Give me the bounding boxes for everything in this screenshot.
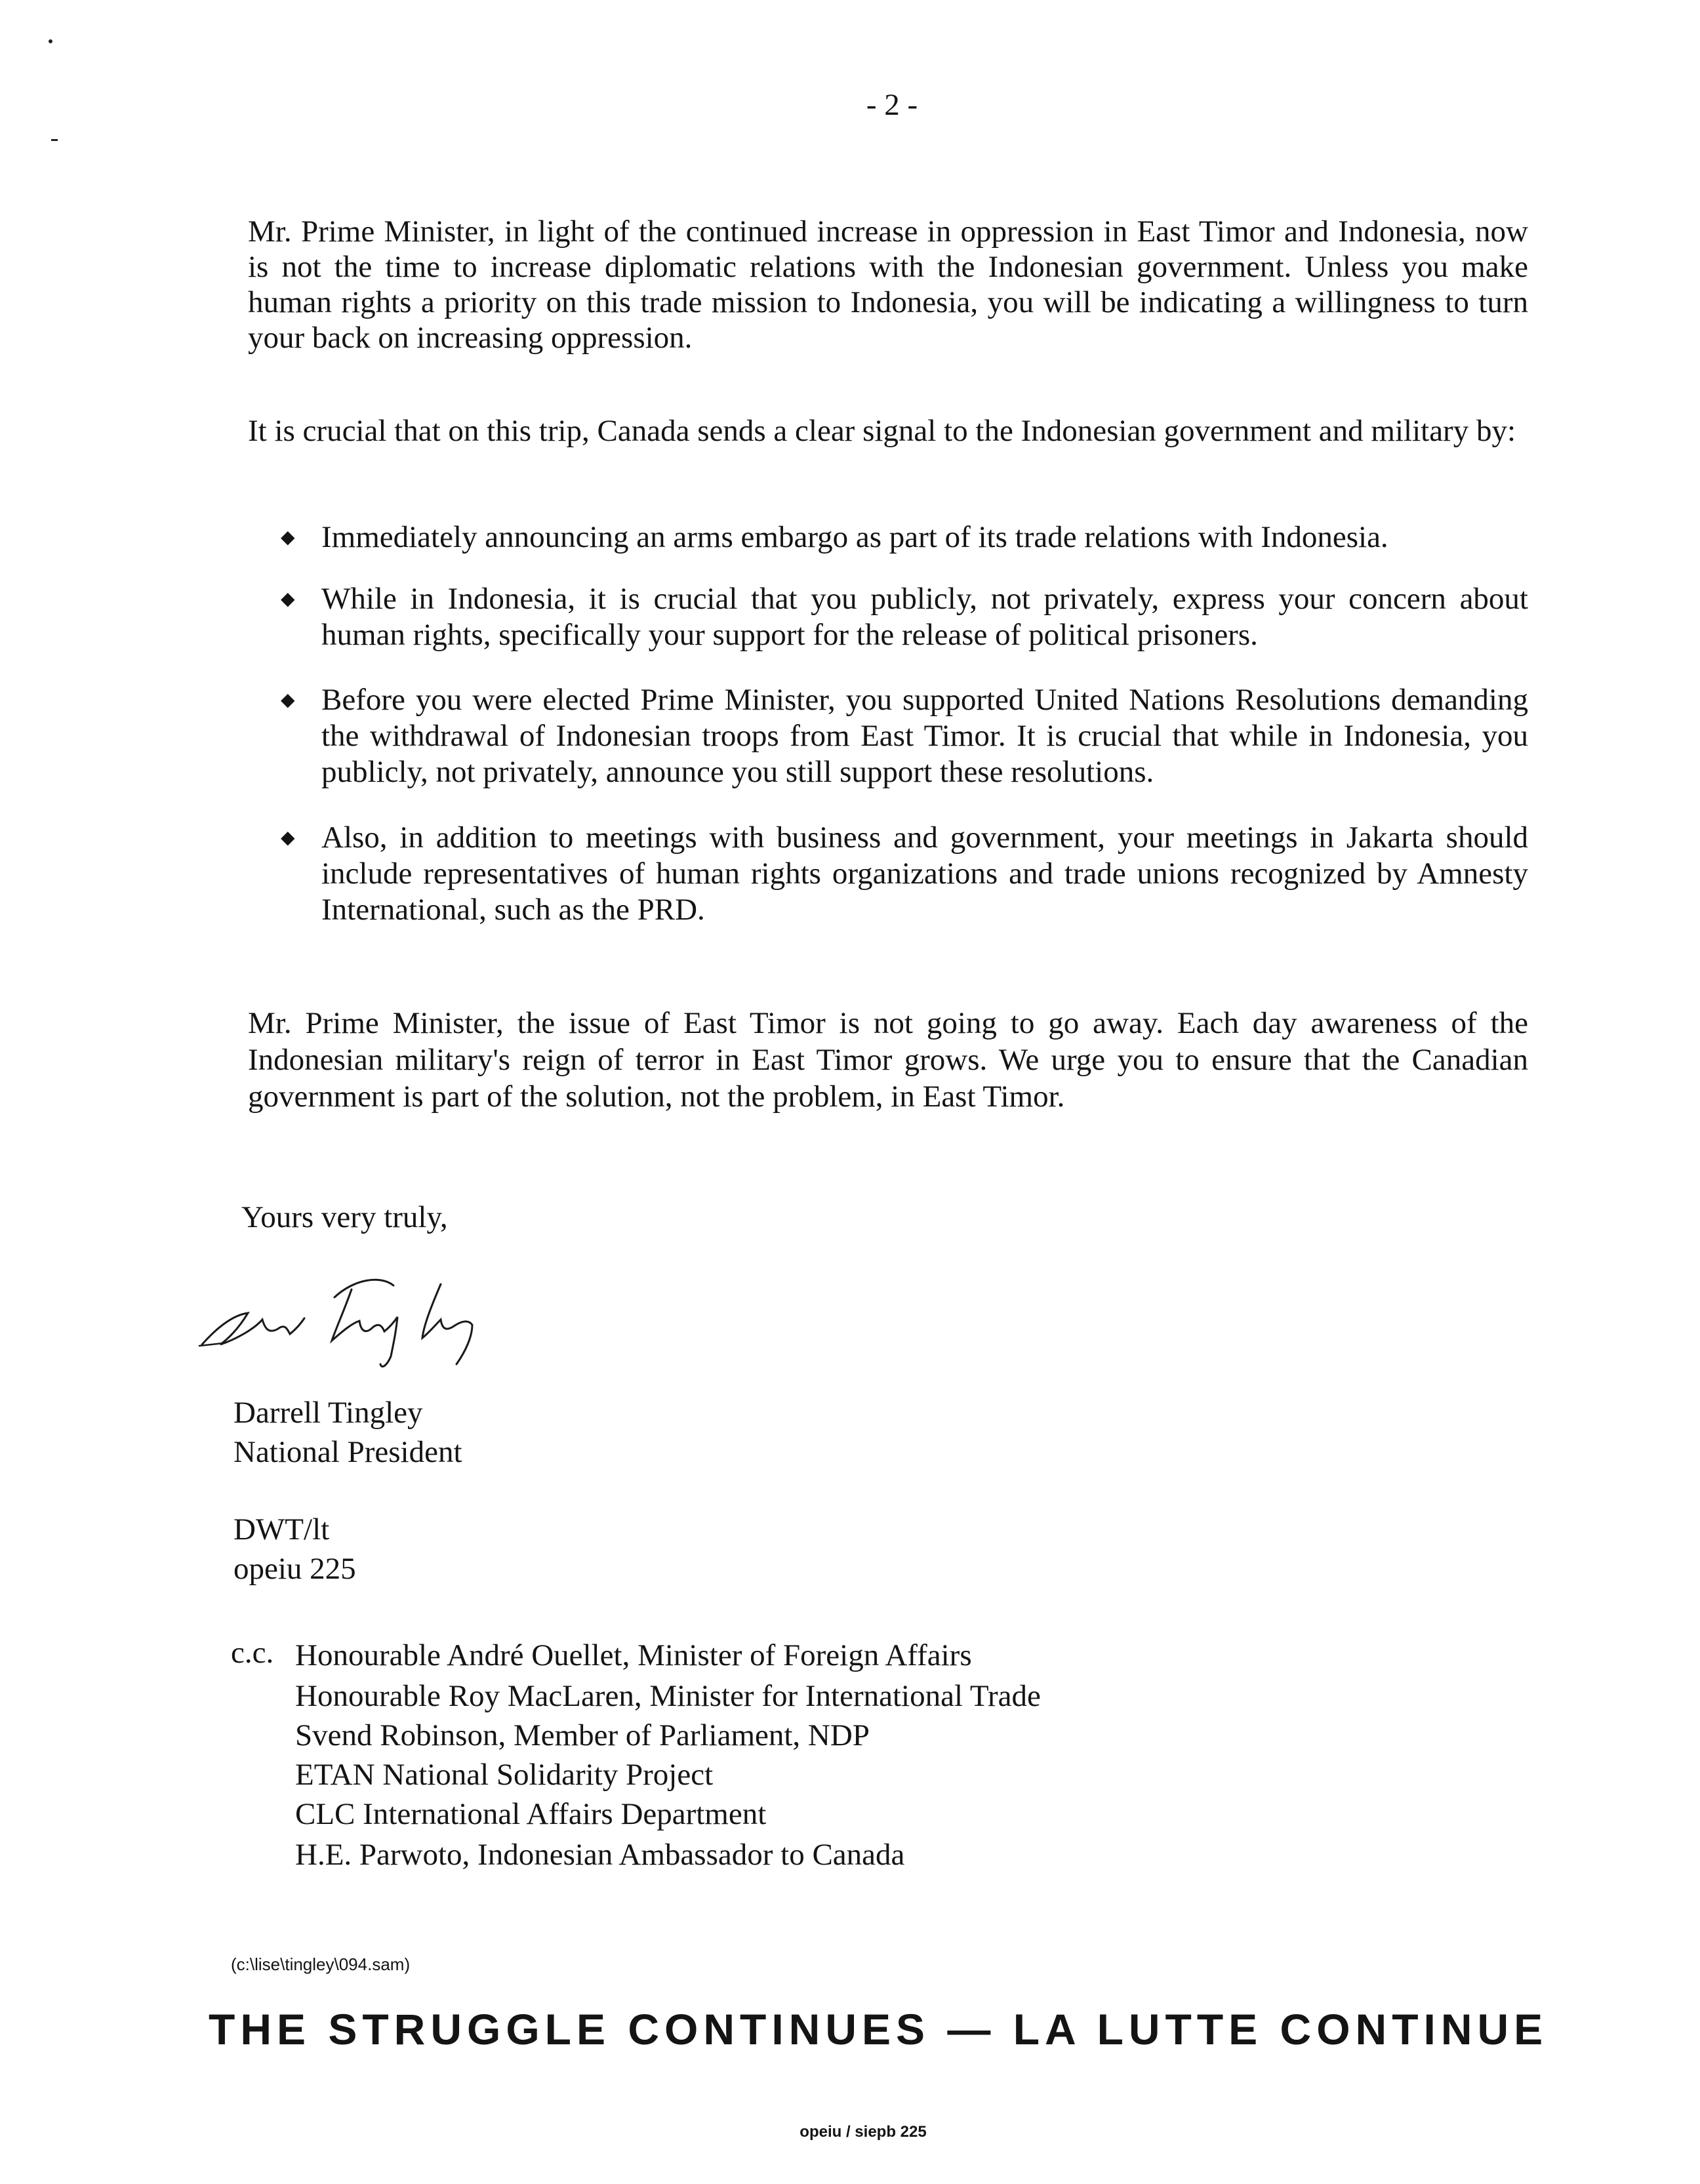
bullet-diamond-icon: ◆ (281, 828, 295, 848)
signer-name: Darrell Tingley (233, 1396, 423, 1430)
signer-title: National President (233, 1435, 462, 1469)
union-code: opeiu 225 (233, 1552, 356, 1586)
list-item: Also, in addition to meetings with business and government, your meetings in Jakarta should include representatives of human rights organizations and trade unions recognized by Amnesty International, such as the PRD. (321, 820, 1528, 927)
slogan: THE STRUGGLE CONTINUES — LA LUTTE CONTINUE (209, 2005, 1548, 2053)
scan-speck (49, 39, 52, 43)
file-path: (c:\lise\tingley\094.sam) (231, 1954, 411, 1974)
cc-recipient: H.E. Parwoto, Indonesian Ambassador to Canada (295, 1838, 905, 1872)
scan-speck (51, 139, 58, 141)
body-paragraph-1: Mr. Prime Minister, in light of the continued increase in oppression in East Timor and Indonesia, now is not the time to increase diplomatic relations with the Indonesian government. Unless you make human rights a priority on this trade mission to Indonesia, you will be indicating a willingness to turn your back on increasing oppression. (248, 214, 1528, 355)
bullet-diamond-icon: ◆ (281, 527, 295, 548)
list-item: Immediately announcing an arms embargo as part of its trade relations with Indonesia. (321, 520, 1388, 554)
footer-code: opeiu / siepb 225 (799, 2123, 927, 2141)
page-number: - 2 - (866, 88, 918, 122)
list-item: Before you were elected Prime Minister, you supported United Nations Resolutions demanding the withdrawal of Indonesian troops from East Timor. It is crucial that while in Indonesia, you publicly, not privately, announce you still support these resolutions. (321, 683, 1528, 789)
cc-label: c.c. (231, 1636, 274, 1670)
cc-recipient: ETAN National Solidarity Project (295, 1758, 714, 1792)
body-paragraph-2: It is crucial that on this trip, Canada sends a clear signal to the Indonesian government and military by: (248, 414, 1516, 448)
cc-recipient: Svend Robinson, Member of Parliament, NDP (295, 1718, 870, 1752)
cc-recipient: Honourable Roy MacLaren, Minister for International Trade (295, 1679, 1041, 1713)
reference-initials: DWT/lt (233, 1512, 330, 1547)
cc-recipient: Honourable André Ouellet, Minister of Foreign Affairs (295, 1638, 972, 1672)
bullet-diamond-icon: ◆ (281, 589, 295, 609)
closing-paragraph: Mr. Prime Minister, the issue of East Timor is not going to go away. Each day awareness of the Indonesian military's reign of terror in East Timor grows. We urge you to ensure that the Canadian government is part of the solution, not the problem, in East Timor. (248, 1006, 1528, 1114)
cc-recipient: CLC International Affairs Department (295, 1797, 767, 1831)
bullet-diamond-icon: ◆ (281, 690, 295, 710)
signature (197, 1266, 512, 1377)
list-item: While in Indonesia, it is crucial that you publicly, not privately, express your concern about human rights, specifically your support for the release of political prisoners. (321, 582, 1528, 652)
salutation: Yours very truly, (241, 1200, 448, 1234)
